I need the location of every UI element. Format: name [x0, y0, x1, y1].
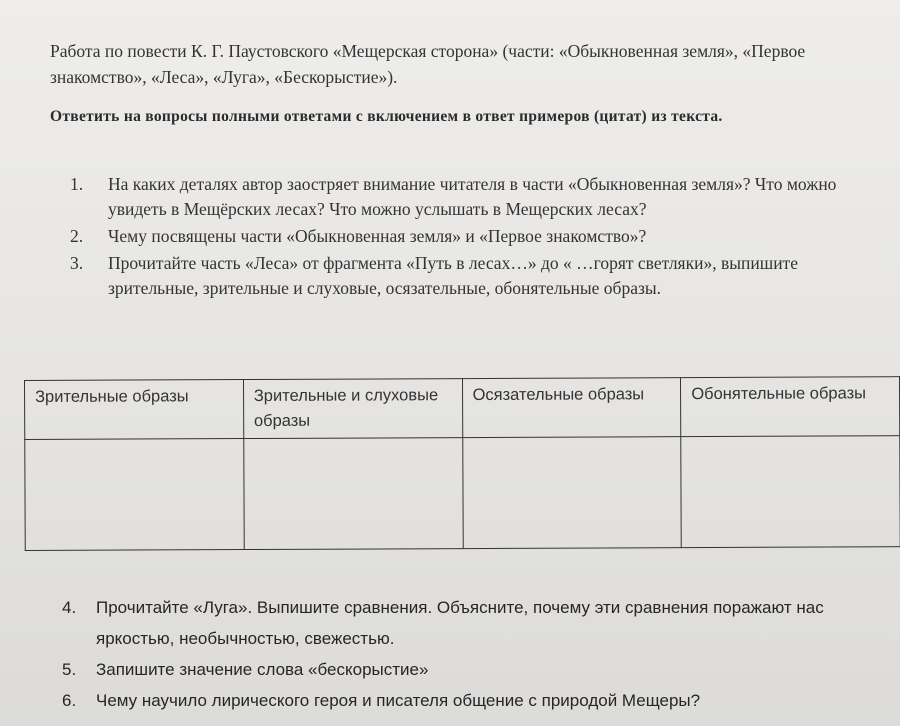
question-text: Запишите значение слова «бескорыстие»: [96, 660, 429, 679]
table-header-row: [25, 377, 900, 440]
table-row: [25, 436, 900, 551]
questions-bottom-list: [62, 592, 882, 716]
question-item: [62, 685, 882, 716]
question-item: [62, 654, 882, 685]
table-header-olfactory: Обонятельные образы: [681, 377, 900, 437]
question-text: На каких деталях автор заостряет внимание читателя в части «Обыкновенная земля»? Что можно увидеть в Мещёрских лесах? Что можно услышать в Мещерских лесах?: [108, 174, 837, 219]
question-number: 3.: [70, 253, 84, 273]
intro-text: Работа по повести К. Г. Паустовского «Мещерская сторона» (части: «Обыкновенная земля», «Первое знакомство», «Леса», «Луга», «Бескорыстие»).: [50, 41, 806, 87]
table-cell-visual-auditory[interactable]: [244, 438, 463, 550]
question-number: 2.: [70, 226, 84, 246]
question-number: 1.: [70, 174, 84, 194]
question-number: 5.: [62, 660, 77, 679]
table-header-visual: Зрительные образы: [25, 380, 244, 440]
instruction-text: Ответить на вопросы полными ответами с включением в ответ примеров (цитат) из текста.: [50, 108, 723, 125]
question-item: [70, 172, 870, 222]
table-cell-tactile[interactable]: [462, 437, 681, 549]
question-number: 6.: [62, 691, 77, 710]
question-item: [62, 592, 882, 654]
question-item: [70, 224, 870, 249]
question-text: Прочитайте часть «Леса» от фрагмента «Путь в лесах…» до « …горят светляки», выпишите зрительные, зрительные и слуховые, осязательные, обонятельные образы.: [108, 253, 798, 298]
images-table-wrapper: [24, 376, 900, 542]
question-number: 4.: [62, 598, 77, 617]
table-header-visual-auditory: Зрительные и слуховые образы: [243, 379, 462, 439]
table-header-tactile: Осязательные образы: [462, 378, 681, 438]
images-table: [24, 376, 900, 551]
question-item: [70, 251, 870, 301]
question-text: Прочитайте «Луга». Выпишите сравнения. Объясните, почему эти сравнения поражают нас яркостью, необычностью, свежестью.: [96, 598, 824, 648]
table-cell-visual[interactable]: [25, 439, 244, 551]
question-text: Чему посвящены части «Обыкновенная земля» и «Первое знакомство»?: [108, 226, 647, 246]
questions-top-list: [70, 172, 870, 303]
question-text: Чему научило лирического героя и писателя общение с природой Мещеры?: [96, 691, 701, 710]
table-cell-olfactory[interactable]: [681, 436, 900, 548]
